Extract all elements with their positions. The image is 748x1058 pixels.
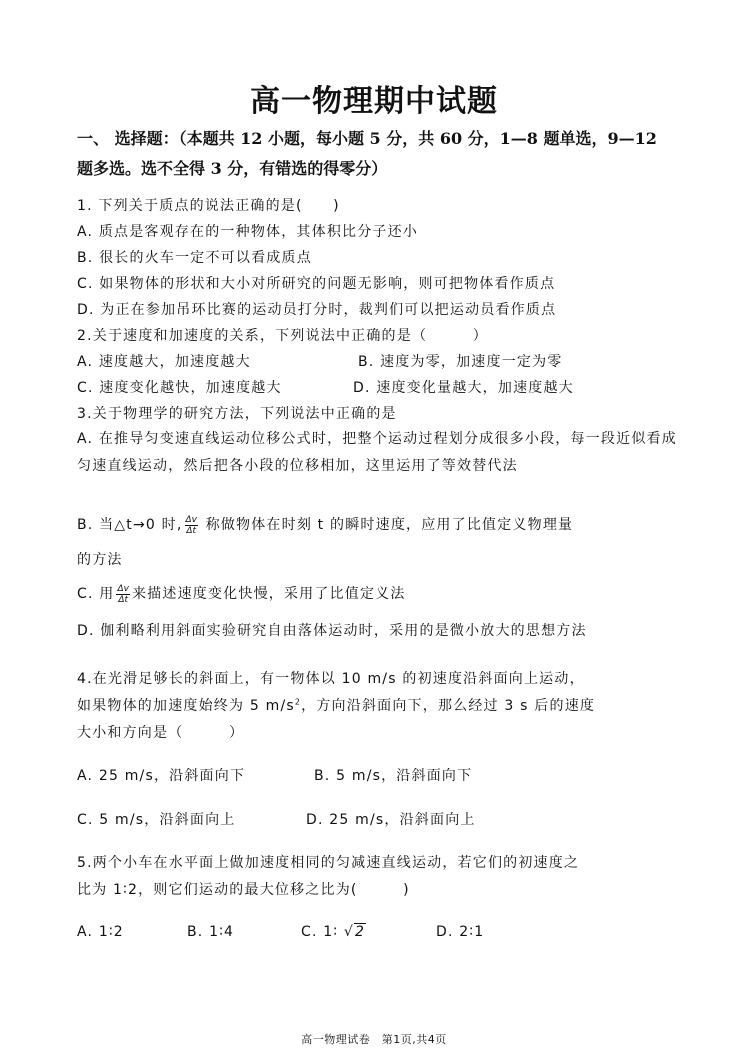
question-3-option-c [77,583,406,605]
question-4-line-1: 4.在光滑足够长的斜面上，有一物体以 10 m/s 的初速度沿斜面向上运动， [77,671,585,687]
fraction-numerator: Δv [117,583,129,594]
question-1-option-b: B. 很长的火车一定不可以看成质点 [77,250,312,266]
question-3-option-b-suffix: 称做物体在时刻 t 的瞬时速度，应用了比值定义物理量 [199,517,574,533]
question-3-stem: 3.关于物理学的研究方法，下列说法中正确的是 [77,406,397,422]
question-4-option-b: B. 5 m/s，沿斜面向下 [314,768,473,784]
delta-v-over-delta-t-fraction [116,584,129,605]
question-3-option-d: D. 伽利略利用斜面实验研究自由落体运动时，采用的是微小放大的思想方法 [77,623,587,639]
page-title: 高一物理期中试题 [250,84,498,119]
question-2-option-b: B. 速度为零，加速度一定为零 [358,354,563,370]
question-5-option-b: B. 1∶4 [187,924,235,940]
question-4-line-2-prefix: 如果物体的加速度始终为 5 m/s [77,698,295,714]
section-heading [77,124,687,184]
section-heading-line-1: 一、 选择题：（本题共 12 小题，每小题 5 分，共 60 分，1—8 题单选，9—12 [77,129,657,148]
question-4-line-2 [77,695,595,715]
radical-sign: √ [343,924,355,940]
question-4-option-d: D. 25 m/s，沿斜面向上 [306,812,476,828]
question-3-option-b-prefix: B. 当△t→0 时, [77,517,183,533]
question-4-line-3: 大小和方向是（ ） [77,725,245,741]
question-4-option-c: C. 5 m/s，沿斜面向上 [77,812,236,828]
question-5-option-c-prefix: C. 1∶ [301,924,344,940]
question-1-stem: 1. 下列关于质点的说法正确的是( ) [77,198,340,214]
fraction-numerator: Δv [185,514,197,525]
page-footer: 高一物理试卷 第1页,共4页 [301,1033,447,1046]
fraction-denominator: Δt [118,594,129,605]
question-5-line-2: 比为 1∶2，则它们运动的最大位移之比为( ) [77,882,410,898]
section-heading-line-2: 题多选。选不全得 3 分，有错选的得零分） [77,159,388,178]
question-5-line-1: 5.两个小车在水平面上做加速度相同的匀减速直线运动，若它们的初速度之 [77,855,580,871]
question-1-option-c: C. 如果物体的形状和大小对所研究的问题无影响，则可把物体看作质点 [77,276,556,292]
question-4-option-a: A. 25 m/s，沿斜面向下 [77,768,246,784]
fraction-denominator: Δt [186,525,197,536]
question-4-line-2-suffix: ，方向沿斜面向下，那么经过 3 s 后的速度 [301,698,596,714]
question-3-option-c-prefix: C. 用 [77,586,115,602]
delta-v-over-delta-t-fraction [185,515,198,536]
question-2-option-a: A. 速度越大，加速度越大 [77,354,251,370]
question-1-option-a: A. 质点是客观存在的一种物体，其体积比分子还小 [77,224,419,240]
question-3-option-a: A. 在推导匀变速直线运动位移公式时，把整个运动过程划分成很多小段，每一段近似看成匀速直线运动，然后把各小段的位移相加，这里运用了等效替代法 [77,431,677,474]
square-root [344,924,366,940]
question-5-option-d: D. 2∶1 [436,924,485,940]
exponent: 2 [294,697,302,707]
radicand: 2 [355,924,366,940]
question-2-option-c: C. 速度变化越快，加速度越大 [77,380,282,396]
question-3-option-c-suffix: 来描述速度变化快慢，采用了比值定义法 [131,586,406,602]
question-2-stem: 2.关于速度和加速度的关系，下列说法中正确的是（ ） [77,328,488,344]
question-1-option-d: D. 为正在参加吊环比赛的运动员打分时，裁判们可以把运动员看作质点 [77,302,557,318]
question-5-option-a: A. 1∶2 [77,924,124,940]
question-3-option-b-continued: 的方法 [77,552,123,568]
question-3-option-b [77,514,573,536]
question-2-option-d: D. 速度变化量越大，加速度越大 [353,380,574,396]
question-5-option-c [301,924,366,940]
